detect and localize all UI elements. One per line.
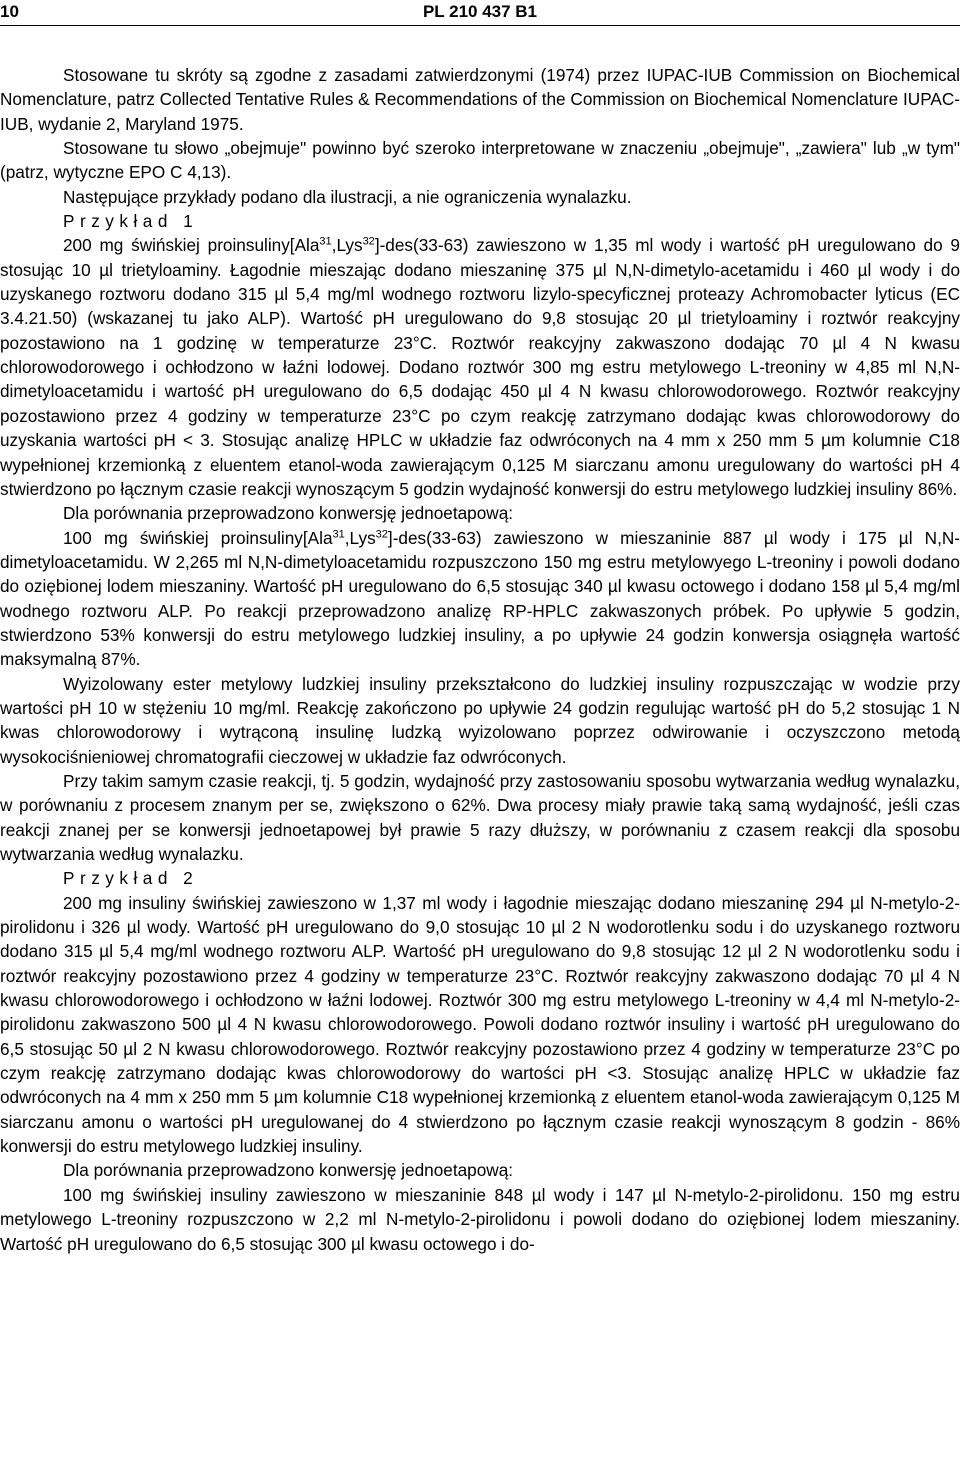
abbreviations-paragraph: Stosowane tu skróty są zgodne z zasadami zatwierdzonymi (1974) przez IUPAC-IUB Commission on Biochemical Nomenclature, patrz Collected Tentative Rules & Recommendations of the Commission on Biochemical Nomenclature IUPAC-IUB, wydanie 2, Maryland 1975. (0, 65, 960, 134)
superscript: 32 (375, 527, 388, 540)
example-1-text-c: ]-des(33-63) zawieszono w 1,35 ml wody i wartość pH uregulowano do 9 stosując 10 µl trietyloaminy. Łagodnie mieszając dodano mieszaninę 375 µl N,N-dimetylo-acetamidu i 460 µl wody i do uzyskanego roztworu dodano 315 µl 5,4 mg/ml wodnego roztworu lizylo-specyficznej proteazy Achromobacter lyticus (EC 3.4.21.50) (wskazanej tu jako ALP). Wartość pH uregulowano do 9,8 stosując 20 µl trietyloaminy i roztwór reakcyjny pozostawiono na 1 godzinę w temperaturze 23°C. Roztwór reakcyjny zakwaszono dodając 70 µl 4 N kwasu chlorowodorowego i ochłodzono w łaźni lodowej. Dodano roztwór 300 mg estru metylowego L-treoniny w 4,85 ml N,N-dimetyloacetamidu i wartość pH uregulowano do 6,5 dodając 450 µl 4 N kwasu chlorowodorowego. Roztwór reakcyjny pozostawiono przez 4 godziny w temperaturze 23°C po czym reakcję zatrzymano dodając kwas chlorowodorowy do uzyskania wartości pH < 3. Stosując analizę HPLC w układzie faz odwróconych na 4 mm x 250 mm 5 µm kolumnie C18 wypełnionej krzemionką z eluentem etanol-woda zawierającym 0,125 M siarczanu amonu uregulowany do wartości pH 4 stwierdzono po łącznym czasie reakcji wynoszącym 5 godzin wydajność konwersji do estru metylowego ludzkiej insuliny 86%. (0, 235, 960, 499)
example-1-conversion-paragraph: Wyizolowany ester metylowy ludzkiej insuliny przekształcono do ludzkiej insuliny rozpuszczając w wodzie przy wartości pH 10 w stężeniu 10 mg/ml. Reakcję zakończono po upływie 24 godzin regulując wartość pH do 5,2 stosując 1 N kwas chlorowodorowy i wytrąconą insulinę ludzką wyizolowano poprzez odwirowanie i oczyszczono metodą wysokociśnieniowej chromatografii cieczowej w układzie faz odwróconych. (0, 673, 960, 767)
example-2-procedure-paragraph: 200 mg insuliny świńskiej zawieszono w 1,37 ml wody i łagodnie mieszając dodano mieszaninę 294 µl N-metylo-2-pirolidonu i 326 µl wody. Wartość pH uregulowano do 9,0 stosując 10 µl 2 N wodorotlenku sodu i do uzyskanego roztworu dodano 315 µl 5,4 mg/ml wodnego roztworu ALP. Wartość pH uregulowano do 9,8 stosując 12 µl 2 N wodorotlenku sodu i roztwór reakcyjny pozostawiono przez 4 godziny w temperaturze 23°C. Roztwór reakcyjny zakwaszono dodając 70 µl 4 N kwasu chlorowodorowego i ochłodzono w łaźni lodowej. Roztwór 300 mg estru metylowego L-treoniny w 4,4 ml N-metylo-2-pirolidonu zakwaszono 500 µl 4 N kwasu chlorowodorowego. Powoli dodano roztwór insuliny i wartość pH uregulowano do 6,5 stosując 50 µl 2 N kwasu chlorowodorowego. Roztwór reakcyjny pozostawiono przez 4 godziny w temperaturze 23°C po czym reakcję zatrzymano dodając kwas chlorowodorowy do wartości pH <3. Stosując analizę HPLC w układzie faz odwróconych na 4 mm x 250 mm 5 µm kolumnie C18 wypełnionej krzemionką z eluentem etanol-woda zawierającym 0,125 M siarczanu amonu o wartości pH uregulowanej do 4 stwierdzono po łącznym czasie reakcji wynoszącym 8 godzin - 86% konwersji do estru metylowego ludzkiej insuliny. (0, 892, 960, 1157)
example-1-text-a: 200 mg świńskiej proinsuliny[Ala (63, 235, 320, 256)
example-1-heading (0, 209, 960, 233)
examples-intro-paragraph: Następujące przykłady podano dla ilustracji, a nie ograniczenia wynalazku. (63, 186, 632, 207)
example-1-comparison-text-b: ,Lys (344, 527, 376, 548)
superscript: 32 (362, 235, 375, 248)
superscript: 31 (319, 235, 332, 248)
example-2-heading (0, 866, 960, 890)
example-1-yield-paragraph: Przy takim samym czasie reakcji, tj. 5 godzin, wydajność przy zastosowaniu sposobu wytwarzania według wynalazku, w porównaniu z procesem znanym per se, zwiększono o 62%. Dwa procesy miały prawie taką samą wydajność, jeśli czas reakcji znanej per se konwersji jednoetapowej był prawie 5 razy dłuższy, w porównaniu z czasem reakcji dla sposobu wytwarzania według wynalazku. (0, 770, 960, 864)
example-1-comparison-intro: Dla porównania przeprowadzono konwersję jednoetapową: (63, 503, 514, 524)
document-body (0, 63, 960, 1256)
example-1-heading-text: Przykład 1 (63, 211, 199, 232)
example-1-comparison-paragraph (0, 526, 960, 672)
example-2-heading-text: Przykład 2 (63, 868, 199, 889)
example-1-comparison-text-c: ]-des(33-63) zawieszono w mieszaninie 887 µl wody i 175 µl N,N-dimetyloacetamidu. W 2,265 ml N,N-dimetyloacetamidu rozpuszczono 150 mg estru metylowyego L-treoniny i powoli dodano do oziębionej lodem mieszaniny. Wartość pH uregulowano do 6,5 stosując 340 µl kwasu octowego i dodano 158 µl 5,4 mg/ml wodnego roztworu ALP. Po reakcji przeprowadzono analizę RP-HPLC zakwaszonych próbek. Po upływie 5 godzin, stwierdzono 53% konwersji do estru metylowego ludzkiej insuliny, a po upływie 24 godzin konwersja osiągnęła wartość maksymalną 87%. (0, 527, 960, 670)
header-rule (0, 25, 960, 26)
page-number: 10 (0, 2, 19, 21)
page-header (0, 0, 960, 30)
example-1-comparison-text-a: 100 mg świńskiej proinsuliny[Ala (63, 527, 333, 548)
example-2-comparison-intro: Dla porównania przeprowadzono konwersję jednoetapową: (63, 1160, 514, 1181)
superscript: 31 (332, 527, 345, 540)
example-2-comparison-paragraph: 100 mg świńskiej insuliny zawieszono w mieszaninie 848 µl wody i 147 µl N-metylo-2-pirolidonu. 150 mg estru metylowego L-treoniny rozpuszczono w 2,2 ml N-metylo-2-pirolidonu i powoli dodano do oziębionej lodem mieszaniny. Wartość pH uregulowano do 6,5 stosując 300 µl kwasu octowego i do- (0, 1184, 960, 1254)
definition-paragraph: Stosowane tu słowo „obejmuje" powinno być szeroko interpretowane w znaczeniu „obejmuje", „zawiera" lub „w tym" (patrz, wytyczne EPO C 4,13). (0, 138, 960, 183)
example-1-text-b: ,Lys (331, 235, 363, 256)
example-1-procedure-paragraph (0, 233, 960, 501)
patent-number: PL 210 437 B1 (422, 2, 538, 21)
